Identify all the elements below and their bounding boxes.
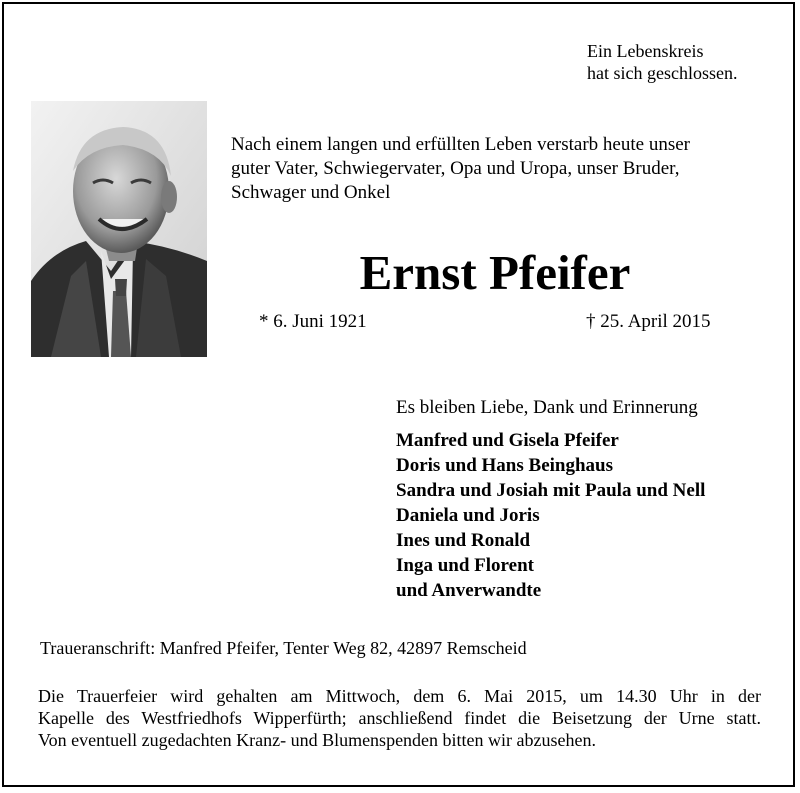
funeral-notice (38, 685, 761, 751)
family-member: Sandra und Josiah mit Paula und Nell (396, 480, 706, 501)
family-member: Manfred und Gisela Pfeifer (396, 430, 619, 451)
portrait-photo (31, 101, 207, 357)
motto-line-2: hat sich geschlossen. (587, 63, 738, 83)
motto-line-1: Ein Lebenskreis (587, 41, 704, 61)
birth-date: * 6. Juni 1921 (259, 311, 367, 332)
intro-text (231, 133, 690, 205)
notice-line-1: Die Trauerfeier wird gehalten am Mittwoch, dem 6. Mai 2015, um 14.30 Uhr in der (38, 686, 761, 706)
notice-line-3: Von eventuell zugedachten Kranz- und Blumenspenden bitten wir abzusehen. (38, 730, 596, 750)
family-member: Daniela und Joris (396, 505, 540, 526)
family-list (396, 428, 705, 603)
intro-line-2: guter Vater, Schwiegervater, Opa und Uropa, unser Bruder, (231, 158, 680, 179)
family-member: Ines und Ronald (396, 530, 531, 551)
remembrance-line: Es bleiben Liebe, Dank und Erinnerung (396, 397, 698, 418)
motto (587, 40, 737, 84)
death-date: † 25. April 2015 (586, 311, 711, 332)
family-member: Doris und Hans Beinghaus (396, 455, 613, 476)
mourning-address: Traueranschrift: Manfred Pfeifer, Tenter Weg 82, 42897 Remscheid (40, 638, 527, 658)
notice-line-2: Kapelle des Westfriedhofs Wipperfürth; anschließend findet die Beisetzung der Urne statt. (38, 708, 761, 728)
family-member: und Anverwandte (396, 580, 542, 601)
intro-line-1: Nach einem langen und erfüllten Leben verstarb heute unser (231, 134, 690, 155)
intro-line-3: Schwager und Onkel (231, 182, 391, 203)
deceased-name: Ernst Pfeifer (359, 245, 631, 300)
family-member: Inga und Florent (396, 555, 534, 576)
